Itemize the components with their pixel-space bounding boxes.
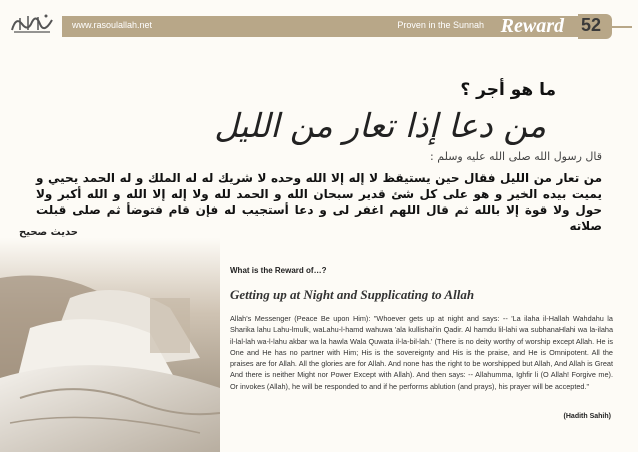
arabic-heading: ما هو أجر ؟ — [460, 80, 556, 100]
english-source: (Hadith Sahih) — [563, 413, 611, 420]
arabic-hadith-text: من تعار من الليل فقال حين يستيقظ لا إله إلا الله وحده لا شريك له له الملك و له الحمد يحيي و يميت بيده الخير و هو على كل شئ قدير سبحان الله و الحمد لله ولا إله إلا الله و الله أكبر ولا حول ولا قوة إلا بالله ثم قال اللهم اغفر لى و دعا أستجيب له فإن قام فتوضأ ثم صلى قبلت صلاته — [36, 171, 602, 233]
english-hadith-text: Allah's Messenger (Peace Be upon Him): "Whoever gets up at night and says: -- 'La ilaha il-Hallah Wahdahu la Sharika lahu Lahu-lmulk, waLahu-l-hamd wahuwa 'ala kullishai'in Qadir. Al hamdu lil-lahi wa subhanaHlahi wa la-ilaha il-lal-lah wa-l-lahu akbar wa la hawla Wala Quwata il-la-bil-lah.' (There is no deity worthy of worship except Allah. He is One and He has no partner with Him; His is the sovereignty and His is the praise, and He is Omnipotent. All the praises are for Allah. All the glories are for Allah. And none has the right to be worshipped but Allah, And Allah is Great And there is neither Might nor Power Except with Allah). And then says: -- Allahumma, Ighfir li (O Allah! Forgive me). Or invokes (Allah), he will be responded to and if he performs ablution (and prays), his prayer will be accepted." — [230, 314, 613, 391]
site-url[interactable]: www.rasoulallah.net — [72, 20, 153, 30]
bedroom-image — [0, 238, 220, 452]
english-question: What is the Reward of…? — [230, 266, 327, 275]
arabic-intro: قال رسول الله صلى الله عليه وسلم : — [430, 150, 602, 163]
section-title: Reward — [500, 15, 564, 37]
arabic-grade: حديث صحيح — [19, 227, 78, 238]
header-bar — [62, 16, 582, 37]
page-number-badge — [578, 14, 612, 39]
arabic-title: من دعا إذا تعار من الليل — [214, 106, 546, 145]
tagline: Proven in the Sunnah — [397, 20, 484, 30]
page-number: 52 — [581, 15, 602, 35]
calligraphy-logo — [8, 10, 56, 36]
english-title: Getting up at Night and Supplicating to Allah — [230, 287, 475, 302]
divider — [612, 26, 632, 28]
header — [0, 0, 638, 44]
